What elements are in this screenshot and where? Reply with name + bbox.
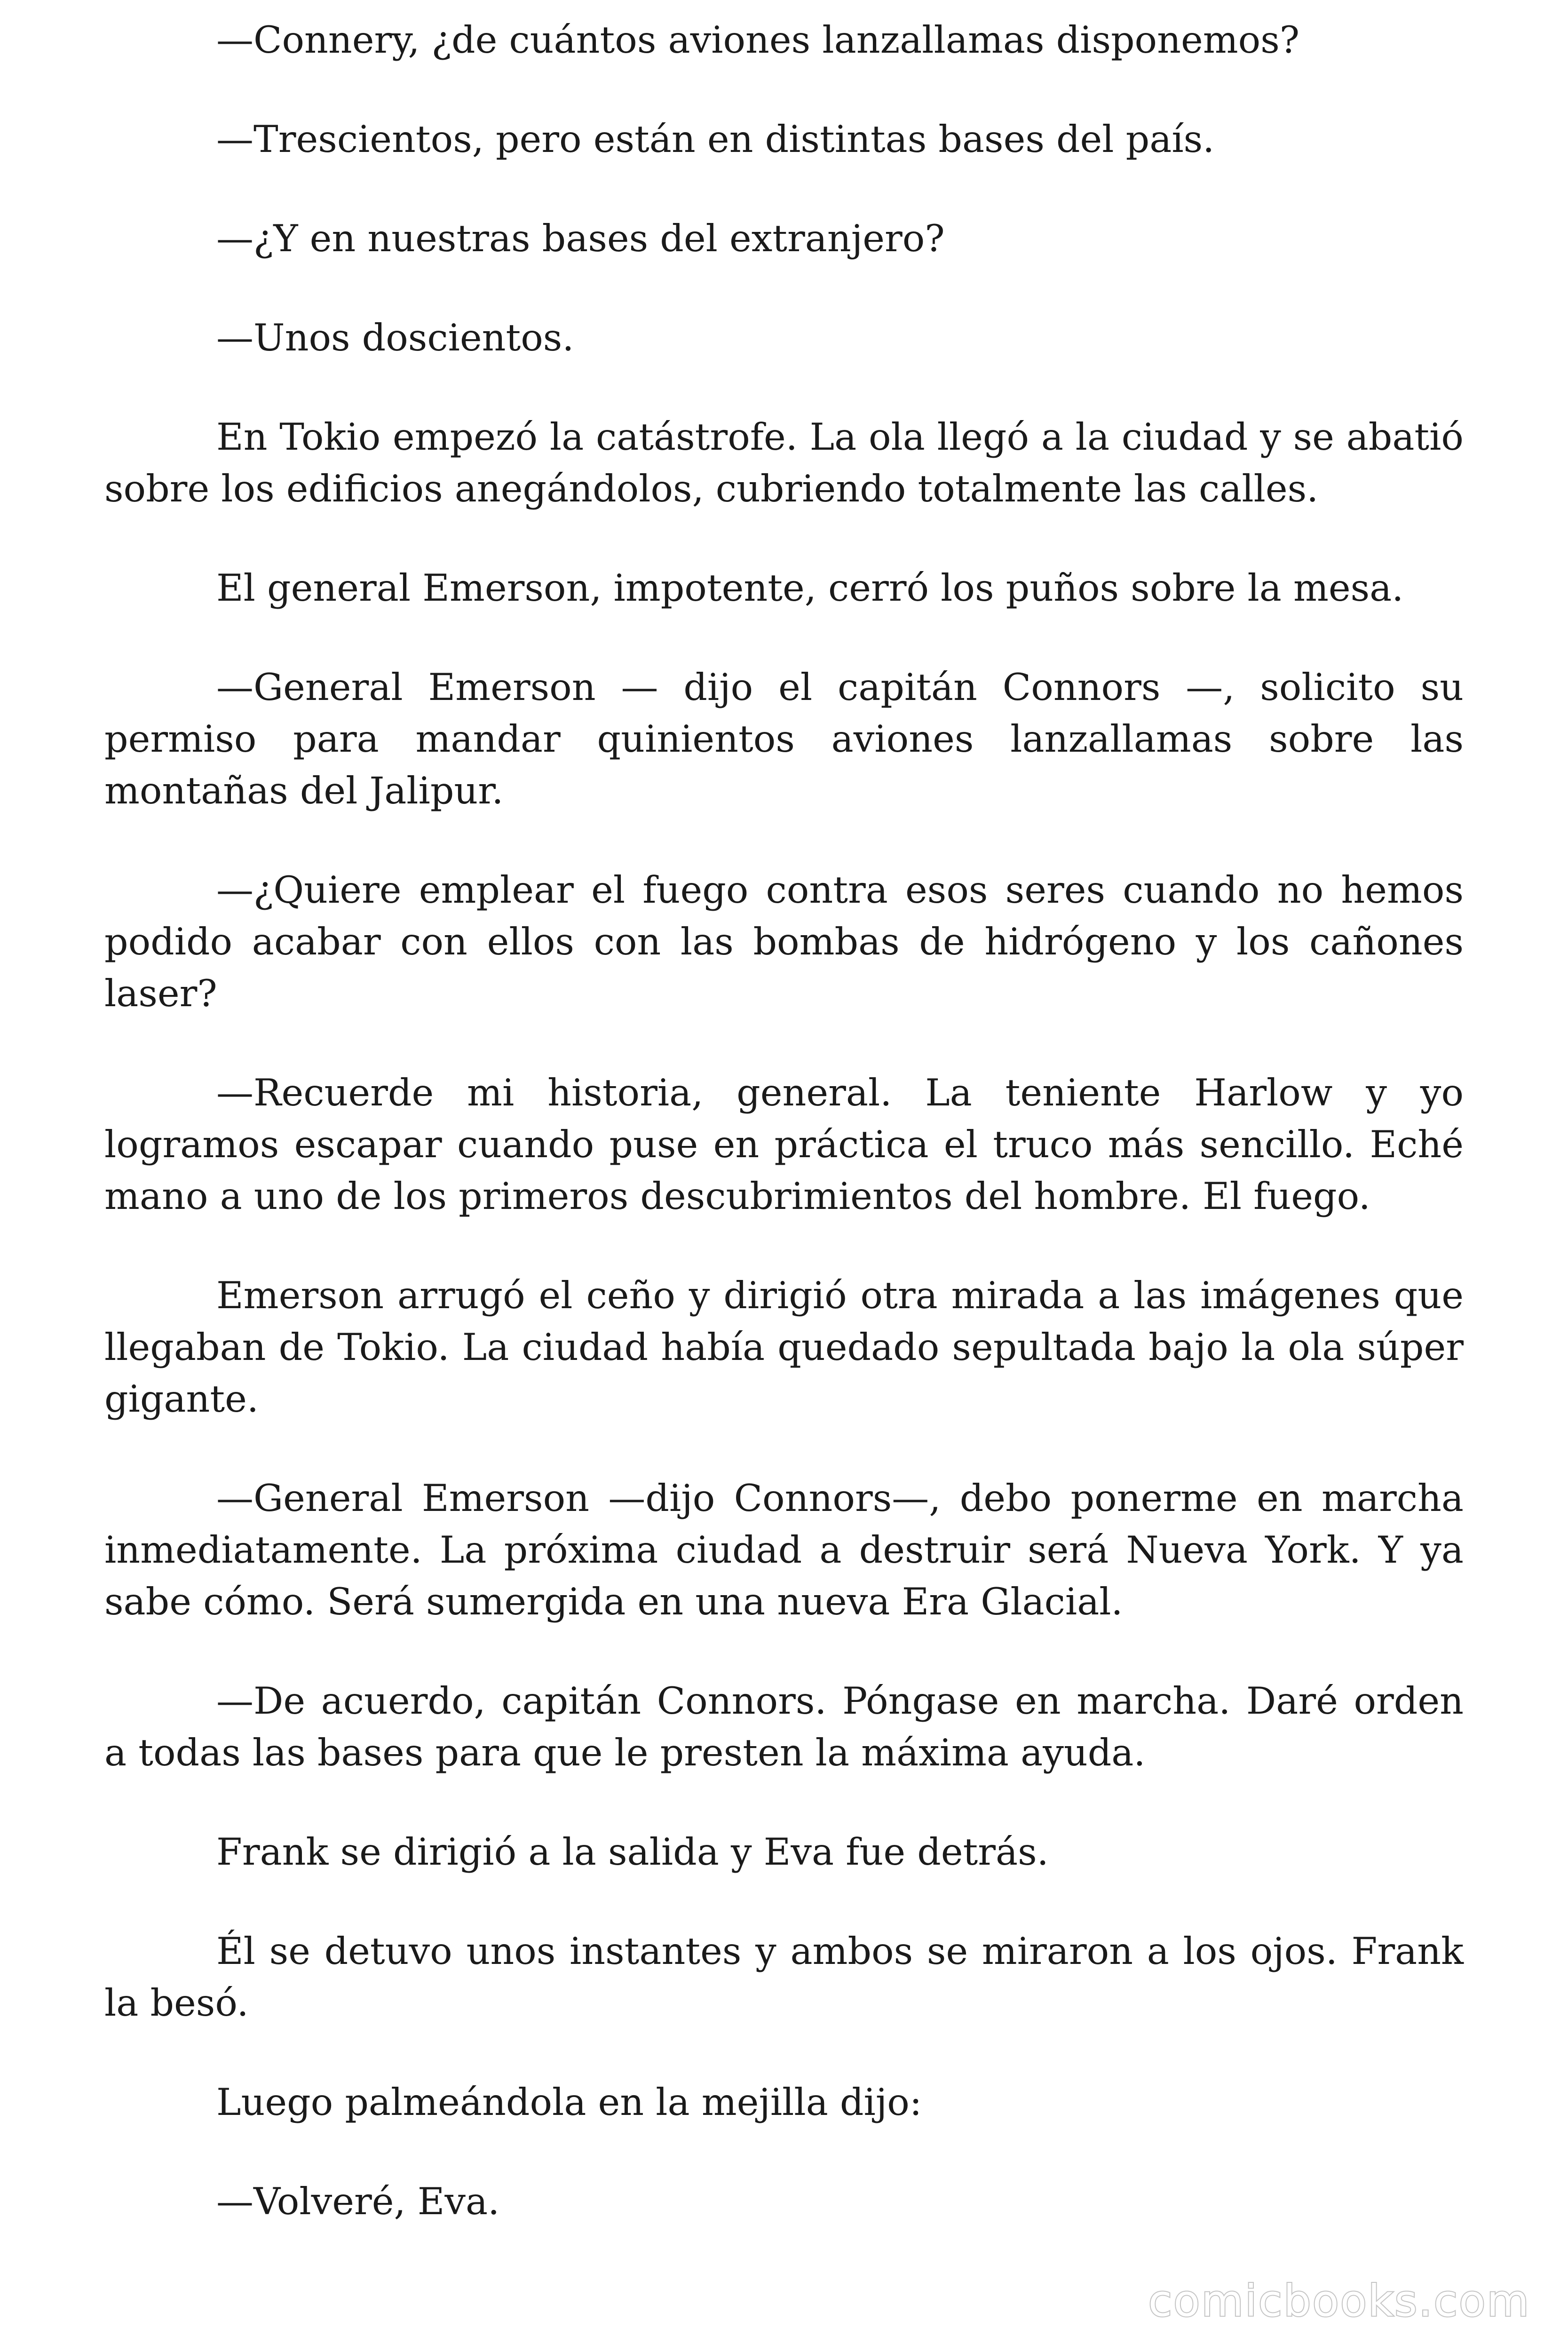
paragraph: —¿Y en nuestras bases del extranjero?	[216, 217, 945, 260]
paragraph: Luego palmeándola en la mejilla dijo:	[216, 2081, 922, 2124]
paragraph: En Tokio empezó la catástrofe. La ola llegó a la ciudad y se abatió sobre los edificios anegándolos, cubriendo totalmente las calles.	[104, 415, 1464, 510]
paragraph: Frank se dirigió a la salida y Eva fue detrás.	[216, 1830, 1049, 1874]
body-text	[104, 14, 1464, 2275]
paragraph: —Recuerde mi historia, general. La teniente Harlow y yo logramos escapar cuando puse en práctica el truco más sencillo. Eché mano a uno de los primeros descubrimientos del hombre. El fuego.	[104, 1071, 1464, 1218]
paragraph: —Trescientos, pero están en distintas bases del país.	[216, 118, 1215, 161]
paragraph: —General Emerson — dijo el capitán Connors —, solicito su permiso para mandar quinientos aviones lanzallamas sobre las montañas del Jalipur.	[104, 666, 1464, 812]
paragraph: El general Emerson, impotente, cerró los puños sobre la mesa.	[216, 566, 1404, 610]
paragraph: —Volveré, Eva.	[216, 2180, 500, 2223]
paragraph: —Connery, ¿de cuántos aviones lanzallamas disponemos?	[216, 18, 1300, 62]
paragraph: —De acuerdo, capitán Connors. Póngase en marcha. Daré orden a todas las bases para que le presten la máxima ayuda.	[104, 1679, 1464, 1774]
paragraph: —¿Quiere emplear el fuego contra esos seres cuando no hemos podido acabar con ellos con las bombas de hidrógeno y los cañones laser?	[104, 868, 1464, 1015]
paragraph: Emerson arrugó el ceño y dirigió otra mirada a las imágenes que llegaban de Tokio. La ciudad había quedado sepultada bajo la ola súper gigante.	[104, 1274, 1464, 1421]
paragraph: —Unos doscientos.	[216, 316, 574, 359]
paragraph: Él se detuvo unos instantes y ambos se miraron a los ojos. Frank la besó.	[104, 1930, 1464, 2025]
paragraph: —General Emerson —dijo Connors—, debo ponerme en marcha inmediatamente. La próxima ciudad a destruir será Nueva York. Y ya sabe cómo. Será sumergida en una nueva Era Glacial.	[104, 1477, 1464, 1623]
watermark: comicbooks.com	[1148, 2276, 1530, 2326]
